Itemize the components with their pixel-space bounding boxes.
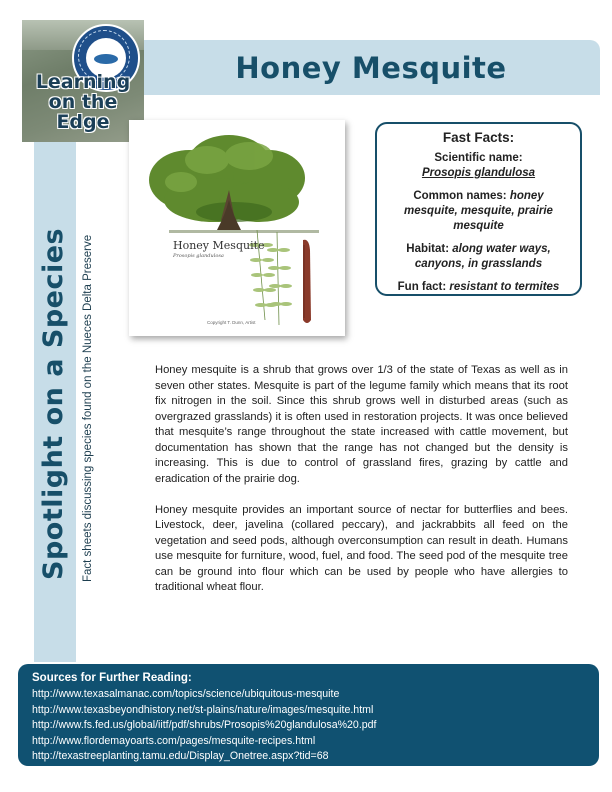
illustration-credit: Copyright T. Dunn, Artist [207, 320, 256, 325]
illustration-caption: Honey Mesquite [173, 239, 265, 252]
source-link[interactable]: http://www.fs.fed.us/global/iitf/pdf/shrubs/Prosopis%20glandulosa%20.pdf [32, 719, 377, 731]
fast-facts-heading: Fast Facts: [442, 130, 515, 145]
source-link[interactable]: http://www.texasalmanac.com/topics/science/ubiquitous-mesquite [32, 688, 340, 700]
fact-fun-fact: Fun fact: resistant to termites [397, 281, 560, 293]
fact-common-names: Common names: honey mesquite, mesquite, prairie mesquite [404, 190, 553, 232]
body-paragraph: Honey mesquite is a shrub that grows over 1/3 of the state of Texas as well as in seven other states. Mesquite is part of the legume family which means that its root fix nitrogen in the soil. Since this shrub grows well in disturbed areas (such as overgrazed grasslands) it is often used in restoration projects. It was once believed that mesquite’s range throughout the state increased with cattle movement, but documentation has shown that the range has not changed but the density is increasing. This is due to control of grassland fires, grazing by cattle and eradication of the prairie dog. [155, 364, 568, 485]
logo-wordmark: Learning on the Edge [35, 71, 131, 133]
source-link[interactable]: http://www.texasbeyondhistory.net/st-plains/nature/images/mesquite.html [32, 703, 374, 716]
body-text [155, 363, 568, 611]
fact-habitat: Habitat: along water ways, canyons, in grasslands [406, 243, 551, 270]
sources-panel [18, 664, 599, 766]
mesquite-illustration [129, 120, 345, 336]
title-banner [142, 40, 600, 95]
sidebar-heading: Spotlight on a Species [38, 227, 69, 580]
fact-scientific-name: Scientific name: Prosopis glandulosa [421, 152, 536, 179]
sources-heading: Sources for Further Reading: [32, 672, 192, 684]
sidebar-subheading: Fact sheets discussing species found on the Nueces Delta Preserve [82, 234, 94, 582]
source-link[interactable]: http://www.flordemayoarts.com/pages/mesquite-recipes.html [32, 734, 316, 747]
mesquite-tree-icon [129, 120, 345, 336]
body-paragraph: Honey mesquite provides an important source of nectar for butterflies and bees. Livestock, deer, javelina (collared peccary), and jackrabbits all feed on the vegetation and seed pods, although overconsumption can result in death. Humans use mesquite for furniture, wood, fuel, and food. The seed pod of the mesquite tree can be ground into flour which can be used by people who have allergies to traditional wheat flour. [155, 503, 568, 593]
illustration-latin: Prosopis glandulosa [173, 253, 224, 259]
fast-facts-box [375, 122, 582, 296]
source-link[interactable]: http://texastreeplanting.tamu.edu/Display_Onetree.aspx?tid=68 [32, 750, 329, 762]
learning-on-the-edge-logo [22, 20, 144, 142]
page-title: Honey Mesquite [235, 50, 507, 85]
